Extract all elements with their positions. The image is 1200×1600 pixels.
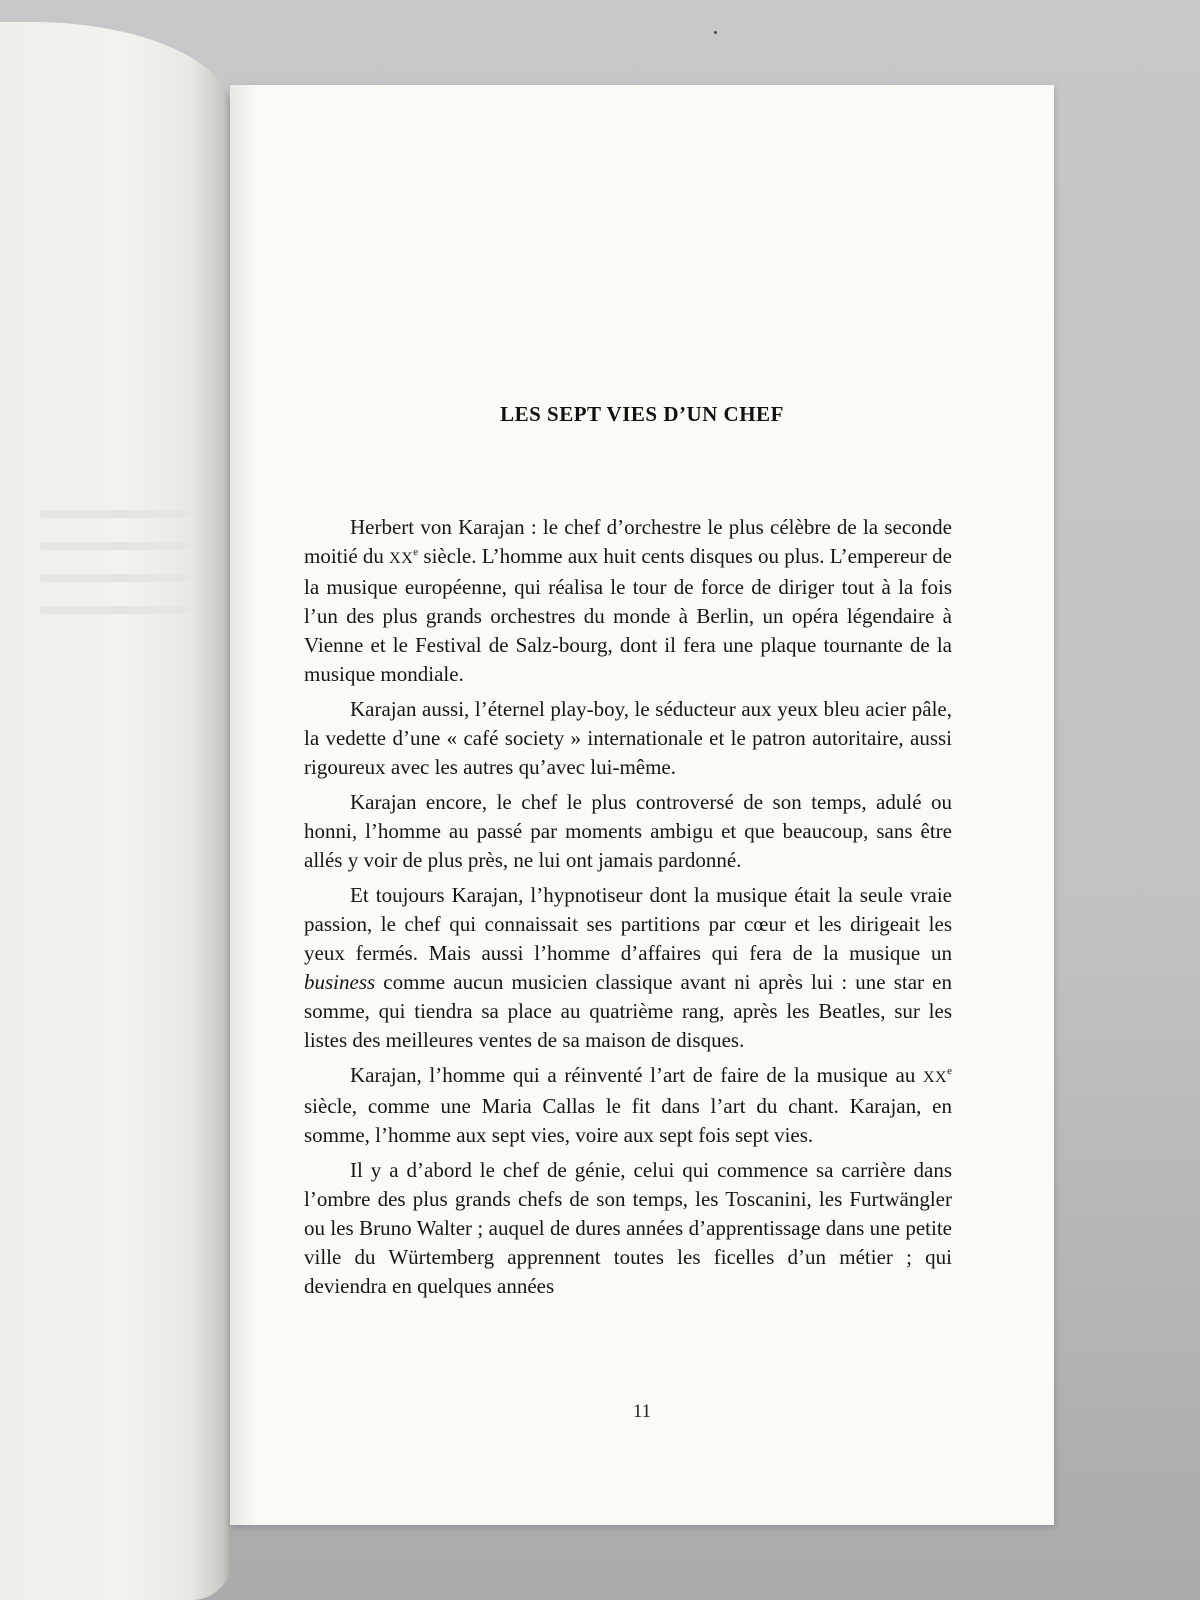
page-number: 11 bbox=[632, 1401, 652, 1422]
show-through-mark bbox=[40, 574, 190, 582]
paragraph-2: Karajan aussi, l’éternel play-boy, le séducteur aux yeux bleu acier pâle, la vedette d’une « café society » internationale et le patron autoritaire, aussi rigoureux avec les autres qu’avec lui-même. bbox=[304, 697, 952, 779]
dust-speck bbox=[714, 31, 717, 34]
show-through-mark bbox=[40, 606, 190, 614]
body-text bbox=[304, 513, 952, 1307]
paragraph-1: Herbert von Karajan : le chef d’orchestre le plus célèbre de la seconde moitié du XXe siècle. L’homme aux huit cents disques ou plus. L’empereur de la musique européenne, qui réalisa le tour de force de diriger tout à la fois l’un des plus grands orchestres du monde à Berlin, un opéra légendaire à Vienne et le Festival de Salz-bourg, dont il fera une plaque tournante de la musique mondiale. bbox=[304, 515, 953, 686]
paragraph-3: Karajan encore, le chef le plus controversé de son temps, adulé ou honni, l’homme au passé par moments ambigu et que beaucoup, sans être allés y voir de plus près, ne lui ont jamais pardonné. bbox=[304, 790, 952, 872]
paragraph-4: Et toujours Karajan, l’hypnotiseur dont la musique était la seule vraie passion, le chef qui connaissait ses partitions par cœur et les dirigeait les yeux fermés. Mais aussi l’homme d’affaires qui fera de la musique un business comme aucun musicien classique avant ni après lui : une star en somme, qui tiendra sa place au quatrième rang, après les Beatles, sur les listes des meilleures ventes de sa maison de disques. bbox=[304, 883, 952, 1052]
paragraph-6: Il y a d’abord le chef de génie, celui qui commence sa carrière dans l’ombre des plus grands chefs de son temps, les Toscanini, les Furtwängler ou les Bruno Walter ; auquel de dures années d’apprentissage dans une petite ville du Würtemberg apprennent toutes les ficelles d’un métier ; qui deviendra en quelques années bbox=[304, 1158, 952, 1298]
chapter-title: LES SEPT VIES D’UN CHEF bbox=[500, 402, 784, 426]
show-through-mark bbox=[40, 542, 190, 550]
book-page bbox=[230, 85, 1054, 1525]
paragraph-5: Karajan, l’homme qui a réinventé l’art de faire de la musique au XXe siècle, comme une Maria Callas le fit dans l’art du chant. Karajan, en somme, l’homme aux sept vies, voire aux sept fois sept vies. bbox=[304, 1063, 952, 1147]
show-through-mark bbox=[40, 510, 190, 518]
left-facing-page bbox=[0, 22, 232, 1600]
